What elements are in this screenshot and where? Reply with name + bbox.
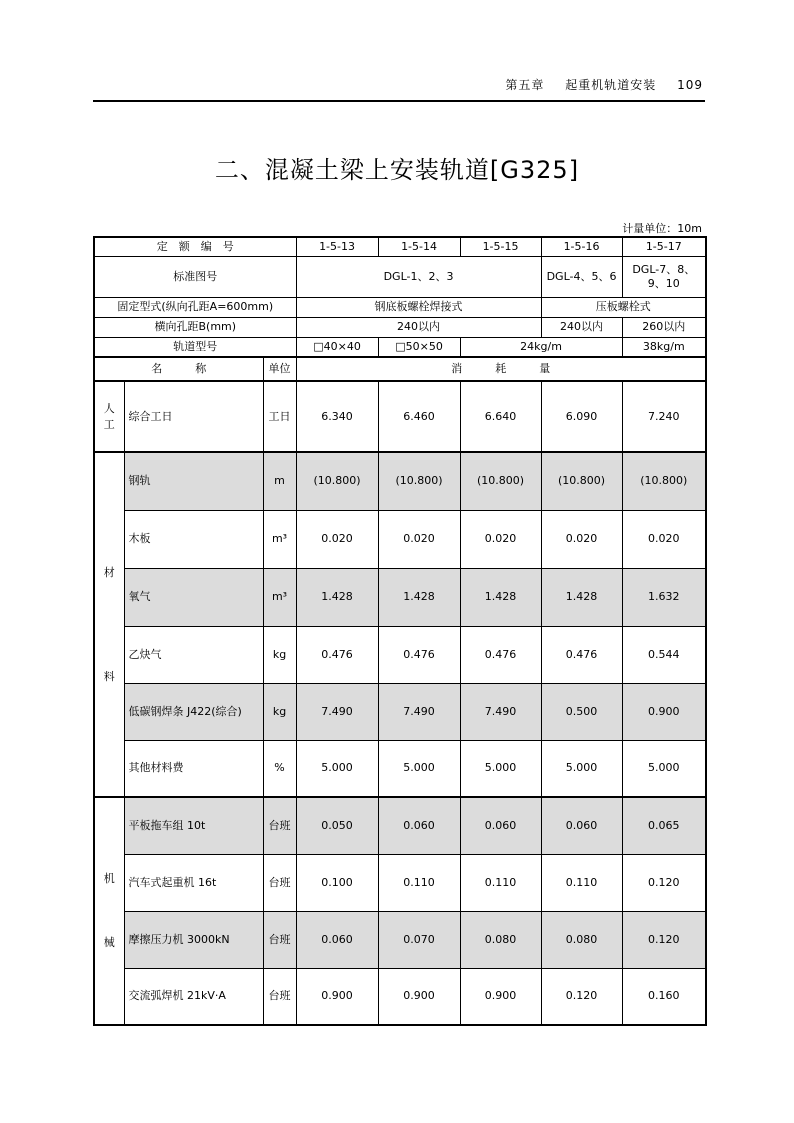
item-unit: m³ — [263, 568, 296, 626]
value-cell: 0.060 — [460, 797, 541, 854]
value-cell: 0.060 — [378, 797, 460, 854]
table-row — [94, 452, 706, 510]
labor-group-label: 人工 — [94, 381, 124, 452]
value-cell: 6.340 — [296, 381, 378, 452]
value-cell: 1.632 — [622, 568, 706, 626]
fix-type-row — [94, 297, 706, 317]
table-row — [94, 740, 706, 797]
item-unit: m³ — [263, 510, 296, 568]
value-cell: 0.060 — [541, 797, 622, 854]
item-name: 其他材料费 — [124, 740, 263, 797]
value-cell: 0.080 — [541, 911, 622, 968]
material-group-char: 材 — [103, 565, 115, 579]
value-cell: 7.240 — [622, 381, 706, 452]
value-cell: 0.020 — [460, 510, 541, 568]
value-cell: 0.020 — [378, 510, 460, 568]
quota-code-label: 定 额 编 号 — [94, 237, 296, 256]
hole-spacing-row — [94, 317, 706, 337]
code-cell: 1-5-17 — [622, 237, 706, 256]
value-cell: 0.020 — [541, 510, 622, 568]
item-name: 综合工日 — [124, 381, 263, 452]
value-cell: 0.500 — [541, 683, 622, 740]
table-row — [94, 510, 706, 568]
table-row — [94, 968, 706, 1025]
item-name: 钢轨 — [124, 452, 263, 510]
item-name: 汽车式起重机 16t — [124, 854, 263, 911]
hole-spacing-cell: 240以内 — [541, 317, 622, 337]
table-row — [94, 626, 706, 683]
value-cell: 6.640 — [460, 381, 541, 452]
name-column-header: 名 称 — [94, 357, 263, 381]
header-rule — [93, 100, 705, 102]
item-name: 平板拖车组 10t — [124, 797, 263, 854]
item-name: 乙炔气 — [124, 626, 263, 683]
table-row — [94, 854, 706, 911]
value-cell: 7.490 — [378, 683, 460, 740]
code-cell: 1-5-13 — [296, 237, 378, 256]
drawing-label: 标准图号 — [94, 256, 296, 297]
rail-type-cell: 38kg/m — [622, 337, 706, 357]
section-label: 起重机轨道安装 — [565, 78, 657, 92]
value-cell: (10.800) — [460, 452, 541, 510]
value-cell: 0.110 — [460, 854, 541, 911]
value-cell: (10.800) — [541, 452, 622, 510]
item-unit: 台班 — [263, 854, 296, 911]
fix-type-cell: 钢底板螺栓焊接式 — [296, 297, 541, 317]
value-cell: 1.428 — [460, 568, 541, 626]
machine-group-char: 机 — [103, 872, 115, 885]
rail-type-label: 轨道型号 — [94, 337, 296, 357]
value-cell: 0.020 — [622, 510, 706, 568]
item-unit: m — [263, 452, 296, 510]
rail-type-cell: 24kg/m — [460, 337, 622, 357]
value-cell: 0.060 — [296, 911, 378, 968]
hole-spacing-cell: 240以内 — [296, 317, 541, 337]
unit-column-header: 单位 — [263, 357, 296, 381]
value-cell: 0.476 — [296, 626, 378, 683]
value-cell: 5.000 — [296, 740, 378, 797]
hole-spacing-label: 横向孔距B(mm) — [94, 317, 296, 337]
value-cell: 5.000 — [378, 740, 460, 797]
value-cell: 0.900 — [296, 968, 378, 1025]
drawing-cell: DGL-7、8、9、10 — [622, 256, 706, 297]
value-cell: 0.110 — [541, 854, 622, 911]
drawing-cell: DGL-4、5、6 — [541, 256, 622, 297]
drawing-row — [94, 256, 706, 297]
value-cell: 0.544 — [622, 626, 706, 683]
value-cell: (10.800) — [622, 452, 706, 510]
item-name: 木板 — [124, 510, 263, 568]
value-cell: 1.428 — [378, 568, 460, 626]
value-cell: 5.000 — [460, 740, 541, 797]
column-header-row — [94, 357, 706, 381]
rail-type-row — [94, 337, 706, 357]
value-cell: 6.090 — [541, 381, 622, 452]
item-unit: % — [263, 740, 296, 797]
fix-type-cell: 压板螺栓式 — [541, 297, 706, 317]
item-unit: kg — [263, 626, 296, 683]
hole-spacing-cell: 260以内 — [622, 317, 706, 337]
page-number: 109 — [677, 78, 703, 92]
drawing-cell: DGL-1、2、3 — [296, 256, 541, 297]
value-cell: 0.070 — [378, 911, 460, 968]
item-name: 氧气 — [124, 568, 263, 626]
value-cell: 0.900 — [378, 968, 460, 1025]
value-cell: 0.020 — [296, 510, 378, 568]
item-name: 交流弧焊机 21kV·A — [124, 968, 263, 1025]
page-title: 二、混凝土梁上安装轨道[G325] — [214, 156, 580, 184]
value-cell: 0.050 — [296, 797, 378, 854]
value-cell: 5.000 — [541, 740, 622, 797]
item-unit: 台班 — [263, 968, 296, 1025]
code-cell: 1-5-14 — [378, 237, 460, 256]
value-cell: 0.110 — [378, 854, 460, 911]
code-cell: 1-5-15 — [460, 237, 541, 256]
quota-table — [93, 236, 707, 1026]
value-cell: (10.800) — [296, 452, 378, 510]
unit-label: 计量单位：10m — [622, 222, 702, 235]
value-cell: 0.476 — [378, 626, 460, 683]
fix-type-label: 固定型式(纵向孔距A=600mm) — [94, 297, 296, 317]
value-cell: 0.065 — [622, 797, 706, 854]
value-cell: (10.800) — [378, 452, 460, 510]
value-cell: 6.460 — [378, 381, 460, 452]
code-cell: 1-5-16 — [541, 237, 622, 256]
value-cell: 5.000 — [622, 740, 706, 797]
item-unit: 台班 — [263, 911, 296, 968]
machine-group-label — [94, 797, 124, 1025]
consumption-column-header: 消 耗 量 — [296, 357, 706, 381]
value-cell: 7.490 — [460, 683, 541, 740]
item-unit: 台班 — [263, 797, 296, 854]
item-name: 摩擦压力机 3000kN — [124, 911, 263, 968]
value-cell: 0.900 — [460, 968, 541, 1025]
value-cell: 1.428 — [541, 568, 622, 626]
value-cell: 0.476 — [541, 626, 622, 683]
quota-code-row — [94, 237, 706, 256]
value-cell: 0.120 — [622, 854, 706, 911]
rail-type-cell: □40×40 — [296, 337, 378, 357]
value-cell: 0.160 — [622, 968, 706, 1025]
material-group-label — [94, 452, 124, 797]
running-header — [489, 76, 703, 93]
value-cell: 0.476 — [460, 626, 541, 683]
value-cell: 0.120 — [622, 911, 706, 968]
chapter-label: 第五章 — [505, 78, 545, 92]
table-row — [94, 381, 706, 452]
value-cell: 1.428 — [296, 568, 378, 626]
value-cell: 0.100 — [296, 854, 378, 911]
table-row — [94, 568, 706, 626]
table-row — [94, 911, 706, 968]
value-cell: 7.490 — [296, 683, 378, 740]
material-group-char: 料 — [103, 669, 115, 683]
rail-type-cell: □50×50 — [378, 337, 460, 357]
item-name: 低碳钢焊条 J422(综合) — [124, 683, 263, 740]
table-row — [94, 797, 706, 854]
value-cell: 0.080 — [460, 911, 541, 968]
value-cell: 0.120 — [541, 968, 622, 1025]
item-unit: 工日 — [263, 381, 296, 452]
item-unit: kg — [263, 683, 296, 740]
machine-group-char: 械 — [103, 936, 115, 949]
value-cell: 0.900 — [622, 683, 706, 740]
table-row — [94, 683, 706, 740]
